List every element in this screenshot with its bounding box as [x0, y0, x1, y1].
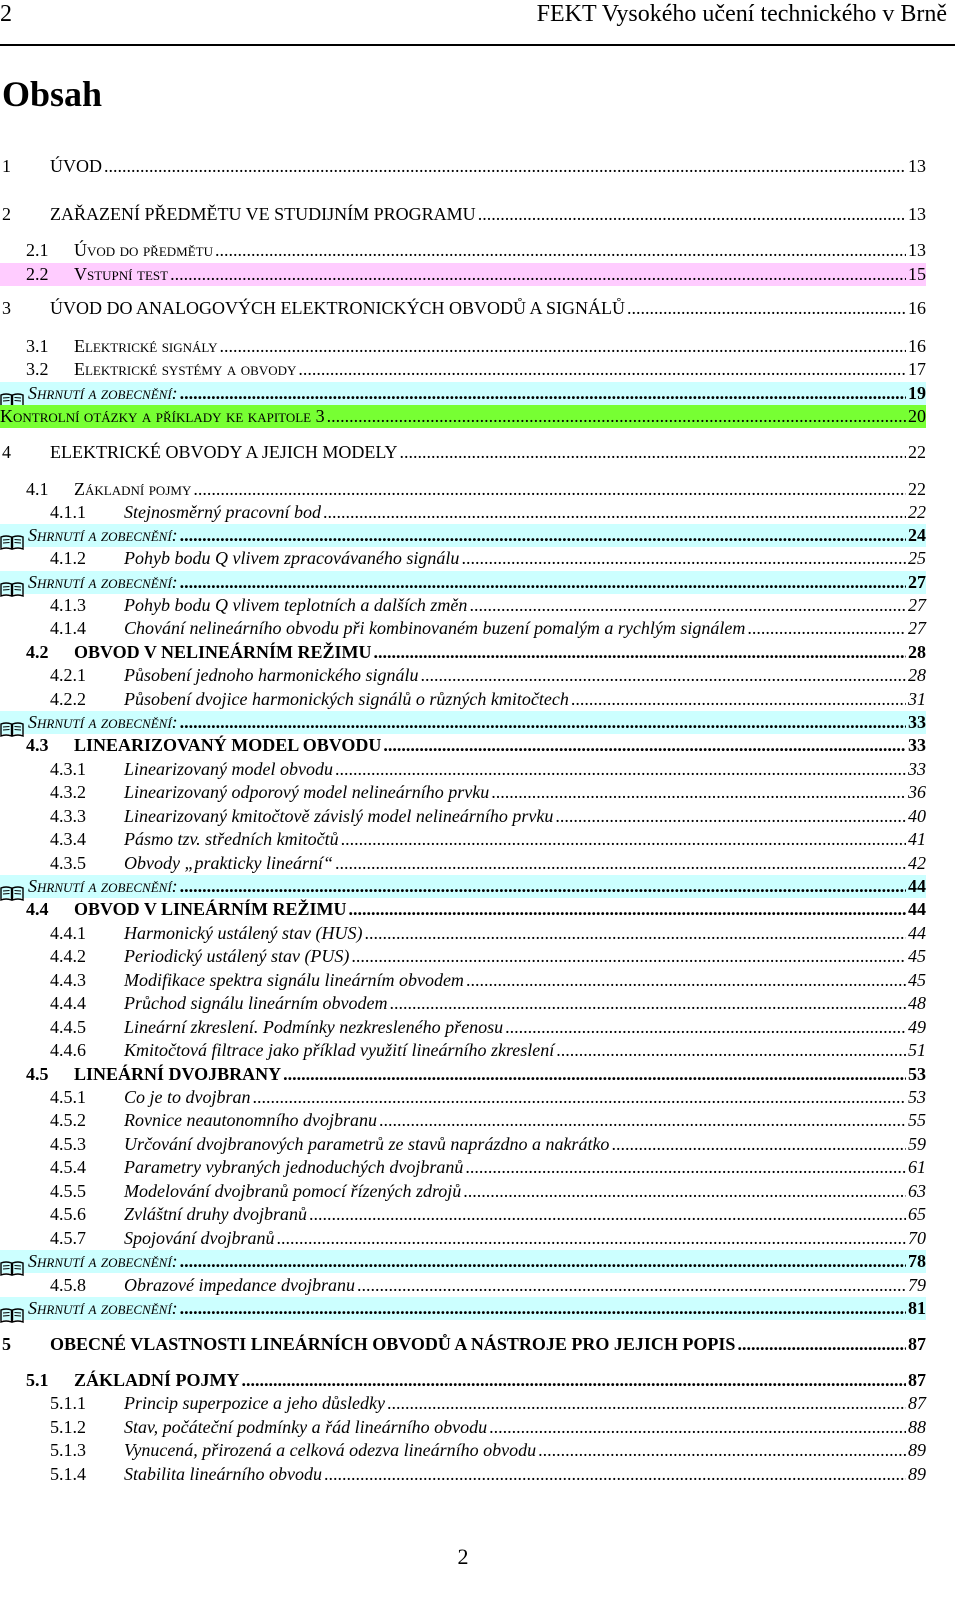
toc-entry[interactable] — [0, 1227, 926, 1250]
toc-page-number: 59 — [908, 1134, 926, 1154]
toc-number: 3.2 — [26, 359, 49, 379]
toc-entry[interactable] — [0, 1180, 926, 1203]
toc-number: 4.5.7 — [50, 1228, 86, 1248]
toc-leader — [379, 1109, 906, 1132]
toc-entry[interactable] — [0, 875, 926, 898]
toc-leader — [555, 805, 906, 828]
toc-leader — [466, 969, 906, 992]
toc-entry[interactable] — [0, 441, 926, 464]
toc-label: Rovnice neautonomního dvojbranu — [124, 1110, 377, 1130]
toc-page-number: 53 — [908, 1064, 926, 1084]
toc-page-number: 20 — [908, 406, 926, 426]
toc-entry[interactable] — [0, 263, 926, 286]
open-book-icon — [0, 533, 24, 547]
toc-label: LINEARIZOVANÝ MODEL OBVODU — [74, 735, 382, 755]
toc-leader — [219, 335, 906, 358]
toc-label: Modelování dvojbranů pomocí řízených zdrojů — [124, 1181, 462, 1201]
toc-page-number: 61 — [908, 1157, 926, 1177]
toc-label: ZÁKLADNÍ POJMY — [74, 1370, 240, 1390]
toc-page-number: 79 — [908, 1275, 926, 1295]
toc-label: Shrnutí a zobecnění: — [28, 383, 178, 403]
toc-label: Pohyb bodu Q vlivem zpracovávaného signálu — [124, 548, 460, 568]
toc-leader — [611, 1133, 906, 1156]
open-book-icon — [0, 884, 24, 898]
toc-page-number: 28 — [908, 642, 926, 662]
open-book-icon — [0, 580, 24, 594]
toc-page-number: 27 — [908, 618, 926, 638]
toc-label: Působení jednoho harmonického signálu — [124, 665, 419, 685]
toc-label: Princip superpozice a jeho důsledky — [124, 1393, 385, 1413]
toc-leader — [104, 155, 906, 178]
open-book-icon — [0, 1259, 24, 1273]
toc-entry[interactable] — [0, 1333, 926, 1356]
toc-number: 4.4 — [26, 899, 49, 919]
toc-number: 4.4.2 — [50, 946, 86, 966]
toc-label: Linearizovaný model obvodu — [124, 759, 333, 779]
toc-leader — [461, 547, 906, 570]
toc-number: 4.5.6 — [50, 1204, 86, 1224]
toc-label: Shrnutí a zobecnění: — [28, 712, 178, 732]
toc-entry[interactable] — [0, 969, 926, 992]
toc-number: 1 — [2, 156, 11, 176]
toc-page-number: 31 — [908, 689, 926, 709]
toc-entry[interactable] — [0, 1369, 926, 1392]
toc-label: Co je to dvojbran — [124, 1087, 251, 1107]
toc-page-number: 78 — [908, 1251, 926, 1271]
toc-page-number: 33 — [908, 712, 926, 732]
toc-number: 4.5.3 — [50, 1134, 86, 1154]
toc-label: Elektrické systémy a obvody — [74, 359, 297, 379]
toc-leader — [193, 478, 906, 501]
toc-page-number: 89 — [908, 1464, 926, 1484]
toc-number: 4.3.3 — [50, 806, 86, 826]
toc-leader — [747, 617, 906, 640]
toc-entry[interactable] — [0, 945, 926, 968]
toc-leader — [389, 992, 906, 1015]
toc-leader — [571, 688, 906, 711]
toc-entry[interactable] — [0, 547, 926, 570]
toc-label: Shrnutí a zobecnění: — [28, 876, 178, 896]
toc-label: Stejnosměrný pracovní bod — [124, 502, 321, 522]
toc-page-number: 87 — [908, 1370, 926, 1390]
toc-leader — [180, 382, 906, 405]
toc-entry[interactable] — [0, 297, 926, 320]
toc-entry[interactable] — [0, 1297, 926, 1320]
toc-number: 4.4.6 — [50, 1040, 86, 1060]
toc-entry[interactable] — [0, 382, 926, 405]
toc-label: ELEKTRICKÉ OBVODY A JEJICH MODELY — [50, 442, 398, 462]
toc-page-number: 87 — [908, 1334, 926, 1354]
toc-label: Průchod signálu lineárním obvodem — [124, 993, 388, 1013]
toc-number: 4.3.5 — [50, 853, 86, 873]
toc-number: 2.1 — [26, 240, 49, 260]
toc-label: Stabilita lineárního obvodu — [124, 1464, 322, 1484]
toc-label: Základní pojmy — [74, 479, 192, 499]
toc-leader — [364, 922, 906, 945]
toc-number: 5.1.1 — [50, 1393, 86, 1413]
toc-page-number: 25 — [908, 548, 926, 568]
toc-number: 4.4.5 — [50, 1017, 86, 1037]
toc-entry[interactable] — [0, 1463, 926, 1486]
toc-label: OBVOD V LINEÁRNÍM REŽIMU — [74, 899, 347, 919]
toc-leader — [309, 1203, 906, 1226]
toc-entry[interactable] — [0, 1016, 926, 1039]
toc-leader — [505, 1016, 906, 1039]
toc-label: Shrnutí a zobecnění: — [28, 572, 178, 592]
toc-page-number: 70 — [908, 1228, 926, 1248]
toc-label: Modifikace spektra signálu lineárním obvodem — [124, 970, 464, 990]
open-book-icon — [0, 720, 24, 734]
toc-label: Vynucená, přirozená a celková odezva lineárního obvodu — [124, 1440, 537, 1460]
page-title: Obsah — [2, 74, 103, 114]
toc-leader — [324, 1463, 906, 1486]
toc-entry[interactable] — [0, 1439, 926, 1462]
toc-entry[interactable] — [0, 501, 926, 524]
toc-leader — [323, 501, 906, 524]
toc-number: 4.2 — [26, 642, 49, 662]
header-page-number: 2 — [0, 1, 12, 27]
toc-leader — [180, 1297, 906, 1320]
toc-page-number: 19 — [908, 383, 926, 403]
toc-label: OBECNÉ VLASTNOSTI LINEÁRNÍCH OBVODŮ A NÁSTROJE PRO JEJICH POPIS — [50, 1334, 736, 1354]
toc-leader — [463, 1180, 906, 1203]
toc-page-number: 22 — [908, 442, 926, 462]
toc-number: 5.1.2 — [50, 1417, 86, 1437]
toc-page-number: 27 — [908, 572, 926, 592]
page-header — [0, 0, 955, 46]
toc-page-number: 15 — [908, 264, 926, 284]
toc-number: 4.2.2 — [50, 689, 86, 709]
toc-leader — [351, 945, 906, 968]
toc-leader — [538, 1439, 906, 1462]
toc-leader — [383, 734, 906, 757]
toc-label: LINEÁRNÍ DVOJBRANY — [74, 1064, 282, 1084]
toc-entry[interactable] — [0, 992, 926, 1015]
toc-leader — [420, 664, 906, 687]
toc-entry[interactable] — [0, 594, 926, 617]
toc-leader — [556, 1039, 906, 1062]
toc-entry[interactable] — [0, 1203, 926, 1226]
toc-number: 4.1.3 — [50, 595, 86, 615]
toc-label: Kontrolní otázky a příklady ke kapitole 3 — [0, 406, 325, 426]
toc-label: Elektrické signály — [74, 336, 218, 356]
toc-label: Chování nelineárního obvodu při kombinovaném buzení pomalým a rychlým signálem — [124, 618, 746, 638]
toc-page-number: 13 — [908, 240, 926, 260]
toc-number: 3 — [2, 298, 11, 318]
toc-entry[interactable] — [0, 781, 926, 804]
toc-number: 2 — [2, 204, 11, 224]
toc-label: Obvody „prakticky lineární“ — [124, 853, 333, 873]
toc-page-number: 88 — [908, 1417, 926, 1437]
toc-entry[interactable] — [0, 478, 926, 501]
toc-page-number: 41 — [908, 829, 926, 849]
toc-page-number: 87 — [908, 1393, 926, 1413]
toc-leader — [478, 203, 906, 226]
toc-entry[interactable] — [0, 617, 926, 640]
toc-entry[interactable] — [0, 898, 926, 921]
toc-page-number: 44 — [908, 876, 926, 896]
toc-leader — [327, 405, 906, 428]
toc-page-number: 27 — [908, 595, 926, 615]
toc-page-number: 49 — [908, 1017, 926, 1037]
toc-leader — [180, 524, 906, 547]
toc-entry[interactable] — [0, 1109, 926, 1132]
toc-page-number: 45 — [908, 946, 926, 966]
toc-label: Linearizovaný kmitočtově závislý model nelineárního prvku — [124, 806, 554, 826]
toc-entry[interactable] — [0, 758, 926, 781]
toc-entry[interactable] — [0, 805, 926, 828]
toc-number: 4.1 — [26, 479, 49, 499]
toc-leader — [253, 1086, 907, 1109]
toc-leader — [242, 1369, 907, 1392]
toc-page-number: 16 — [908, 336, 926, 356]
toc-leader — [283, 1063, 906, 1086]
toc-number: 4.1.2 — [50, 548, 86, 568]
toc-page-number: 17 — [908, 359, 926, 379]
toc-leader — [335, 758, 906, 781]
toc-number: 4.4.4 — [50, 993, 86, 1013]
toc-label: Pásmo tzv. středních kmitočtů — [124, 829, 339, 849]
toc-page-number: 33 — [908, 735, 926, 755]
toc-number: 4.1.4 — [50, 618, 86, 638]
toc-entry[interactable] — [0, 203, 926, 226]
toc-page-number: 40 — [908, 806, 926, 826]
toc-page-number: 51 — [908, 1040, 926, 1060]
toc-entry[interactable] — [0, 1086, 926, 1109]
toc-label: Shrnutí a zobecnění: — [28, 1251, 178, 1271]
toc-page-number: 24 — [908, 525, 926, 545]
toc-page-number: 81 — [908, 1298, 926, 1318]
toc-page-number: 22 — [908, 502, 926, 522]
toc-leader — [387, 1392, 906, 1415]
toc-number: 4.5.2 — [50, 1110, 86, 1130]
toc-label: Kmitočtová filtrace jako příklad využití lineárního zkreslení — [124, 1040, 555, 1060]
toc-label: Lineární zkreslení. Podmínky nezkresleného přenosu — [124, 1017, 504, 1037]
toc-number: 5.1.3 — [50, 1440, 86, 1460]
toc-label: Stav, počáteční podmínky a řád lineárního obvodu — [124, 1417, 488, 1437]
toc-page-number: 28 — [908, 665, 926, 685]
toc-number: 5.1.4 — [50, 1464, 86, 1484]
toc-page-number: 55 — [908, 1110, 926, 1130]
toc-leader — [170, 263, 906, 286]
toc-leader — [215, 239, 906, 262]
toc-number: 4.5.5 — [50, 1181, 86, 1201]
toc-entry[interactable] — [0, 1416, 926, 1439]
toc-page-number: 16 — [908, 298, 926, 318]
toc-label: Působení dvojice harmonických signálů o různých kmitočtech — [124, 689, 569, 709]
toc-entry[interactable] — [0, 405, 926, 428]
toc-leader — [489, 1416, 906, 1439]
toc-number: 4.4.3 — [50, 970, 86, 990]
toc-label: Spojování dvojbranů — [124, 1228, 275, 1248]
toc-number: 2.2 — [26, 264, 49, 284]
toc-number: 4.1.1 — [50, 502, 86, 522]
toc-label: ÚVOD DO ANALOGOVÝCH ELEKTRONICKÝCH OBVODŮ A SIGNÁLŮ — [50, 298, 625, 318]
toc-number: 4.4.1 — [50, 923, 86, 943]
toc-leader — [627, 297, 906, 320]
footer-page-number: 2 — [457, 1544, 469, 1569]
toc-entry[interactable] — [0, 571, 926, 594]
toc-label: Shrnutí a zobecnění: — [28, 1298, 178, 1318]
toc-label: OBVOD V NELINEÁRNÍM REŽIMU — [74, 642, 372, 662]
toc-label: Zvláštní druhy dvojbranů — [124, 1204, 307, 1224]
toc-entry[interactable] — [0, 358, 926, 381]
toc-label: Pohyb bodu Q vlivem teplotních a dalších změn — [124, 595, 468, 615]
toc-leader — [298, 358, 906, 381]
toc-leader — [465, 1156, 906, 1179]
toc-leader — [180, 571, 906, 594]
toc-label: Vstupní test — [74, 264, 169, 284]
toc-entry[interactable] — [0, 664, 926, 687]
toc-page-number: 44 — [908, 923, 926, 943]
toc-entry[interactable] — [0, 1274, 926, 1297]
toc-leader — [341, 828, 906, 851]
toc-label: Určování dvojbranových parametrů ze stavů naprázdno a nakrátko — [124, 1134, 610, 1154]
toc-entry[interactable] — [0, 335, 926, 358]
toc-number: 4.2.1 — [50, 665, 86, 685]
toc-number: 5.1 — [26, 1370, 49, 1390]
toc-page-number: 42 — [908, 853, 926, 873]
toc-number: 5 — [2, 1334, 11, 1354]
toc-number: 4.3.1 — [50, 759, 86, 779]
toc-page-number: 33 — [908, 759, 926, 779]
toc-label: Periodický ustálený stav (PUS) — [124, 946, 350, 966]
toc-entry[interactable] — [0, 688, 926, 711]
toc-number: 4.3.2 — [50, 782, 86, 802]
toc-page-number: 44 — [908, 899, 926, 919]
toc-page-number: 89 — [908, 1440, 926, 1460]
header-institution: FEKT Vysokého učení technického v Brně — [536, 1, 947, 27]
toc-page-number: 65 — [908, 1204, 926, 1224]
toc-leader — [374, 641, 906, 664]
toc-entry[interactable] — [0, 1392, 926, 1415]
toc-leader — [180, 711, 906, 734]
toc-label: Linearizovaný odporový model nelineárního prvku — [124, 782, 490, 802]
toc-entry[interactable] — [0, 641, 926, 664]
toc-page-number: 22 — [908, 479, 926, 499]
toc-label: Shrnutí a zobecnění: — [28, 525, 178, 545]
toc-number: 3.1 — [26, 336, 49, 356]
toc-page-number: 45 — [908, 970, 926, 990]
toc-page-number: 48 — [908, 993, 926, 1013]
toc-entry[interactable] — [0, 711, 926, 734]
toc-label: Parametry vybraných jednoduchých dvojbranů — [124, 1157, 464, 1177]
open-book-icon — [0, 391, 24, 405]
toc-number: 4.5.8 — [50, 1275, 86, 1295]
toc-entry[interactable] — [0, 1039, 926, 1062]
toc-label: ZAŘAZENÍ PŘEDMĚTU VE STUDIJNÍM PROGRAMU — [50, 204, 476, 224]
toc-entry[interactable] — [0, 1250, 926, 1273]
toc-number: 4.5 — [26, 1064, 49, 1084]
toc-number: 4.3 — [26, 735, 49, 755]
toc-page-number: 36 — [908, 782, 926, 802]
toc-entry[interactable] — [0, 239, 926, 262]
toc-page-number: 63 — [908, 1181, 926, 1201]
toc-number: 4.5.4 — [50, 1157, 86, 1177]
toc-page-number: 13 — [908, 204, 926, 224]
toc-entry[interactable] — [0, 734, 926, 757]
toc-page-number: 13 — [908, 156, 926, 176]
toc-leader — [491, 781, 906, 804]
toc-leader — [335, 852, 906, 875]
toc-number: 4.3.4 — [50, 829, 86, 849]
toc-leader — [180, 1250, 906, 1273]
toc-leader — [400, 441, 906, 464]
toc-label: Obrazové impedance dvojbranu — [124, 1275, 355, 1295]
open-book-icon — [0, 1306, 24, 1320]
toc-leader — [469, 594, 906, 617]
toc-number: 4 — [2, 442, 11, 462]
toc-label: Úvod do předmětu — [74, 240, 213, 260]
toc-leader — [349, 898, 906, 921]
toc-entry[interactable] — [0, 524, 926, 547]
toc-entry[interactable] — [0, 155, 926, 178]
toc-entry[interactable] — [0, 1133, 926, 1156]
toc-entry[interactable] — [0, 922, 926, 945]
toc-entry[interactable] — [0, 852, 926, 875]
toc-number: 4.5.1 — [50, 1087, 86, 1107]
toc-leader — [357, 1274, 906, 1297]
toc-page-number: 53 — [908, 1087, 926, 1107]
toc-entry[interactable] — [0, 828, 926, 851]
toc-entry[interactable] — [0, 1156, 926, 1179]
toc-label: Harmonický ustálený stav (HUS) — [124, 923, 363, 943]
toc-label: ÚVOD — [50, 156, 102, 176]
toc-entry[interactable] — [0, 1063, 926, 1086]
toc-leader — [277, 1227, 907, 1250]
toc-leader — [737, 1333, 906, 1356]
toc-leader — [180, 875, 906, 898]
